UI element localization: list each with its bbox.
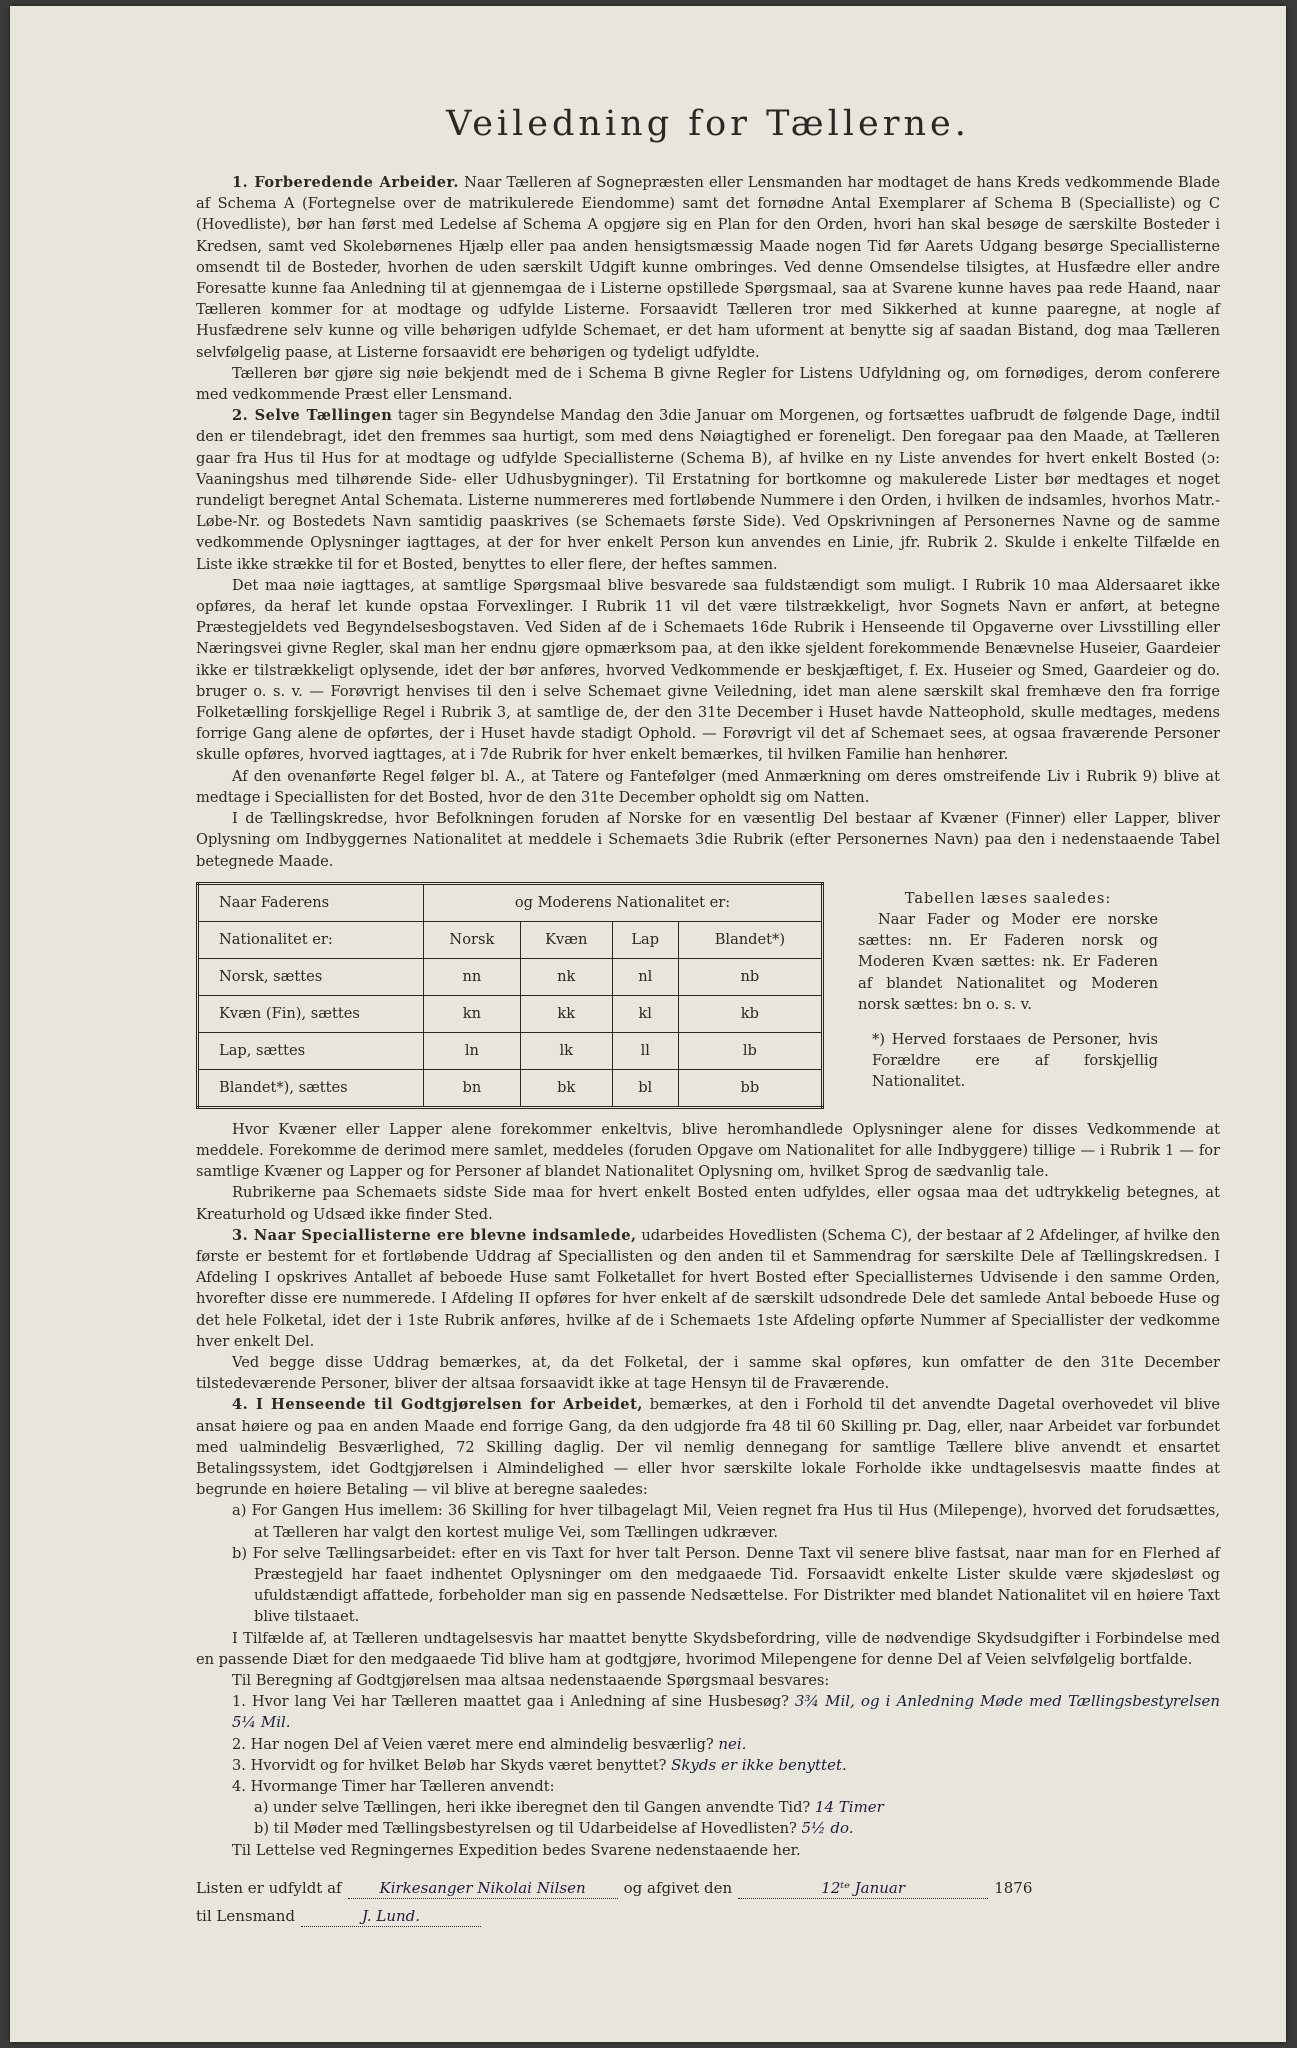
section-3-paragraph-2: Ved begge disse Uddrag bemærkes, at, da det Folketal, der i samme skal opføres, kun omfatter de den 31te December tilstedeværende Personer, bliver der altsaa forsaavidt ikke at tage Hensyn til de Fraværende. [196, 1353, 1220, 1393]
table-cell: kn [424, 995, 521, 1032]
table-cell: ll [612, 1032, 678, 1069]
question-2 [196, 1734, 1220, 1755]
section-2-paragraph-4: I de Tællingskredse, hvor Befolkningen foruden af Norske for en væsentlig Del bestaar af Kvæner (Finner) eller Lapper, bliver Oplysning om Indbyggernes Nationalitet at meddele i Schemaets 3die Rubrik (efter Personernes Navn) paa den i nedenstaaende Tabel betegnede Maade. [196, 810, 1220, 870]
table-cell: kl [612, 995, 678, 1032]
section-4-paragraph-3: Til Beregning af Godtgjørelsen maa altsaa nedenstaaende Spørgsmaal besvares: [232, 1671, 830, 1689]
table-cell: bk [520, 1069, 612, 1107]
section-3-text: udarbeides Hovedlisten (Schema C), der bestaar af 2 Afdelinger, af hvilke den første er bestemt for et fortløbende Uddrag af Speciallisten og den anden til et Sammendrag for særskilte Dele af Tællingskredsen. I Afdeling I opskrives Antallet af beboede Huse samt Folketallet for hvert Bosted efter Speciallisternes Udvisende i den samme Orden, hvorefter disse ere nummerede. I Afdeling II opføres for hver enkelt af de særskilt udsondrede Dele det samlede Antal beboede Huse og det hele Folketal, idet der i 1ste Rubrik anføres, hvilke af de i Schemaets 1ste Afdeling opførte Nummer af Speciallister der vedkomme hver enkelt Del. [196, 1226, 1220, 1350]
section-2-paragraph-5: Hvor Kvæner eller Lapper alene forekommer enkeltvis, blive heromhandlede Oplysninger alene for disses Vedkommende at meddele. Forekomme de derimod mere samlet, meddeles (foruden Opgave om Nationalitet for alle Indbyggere) tillige — i Rubrik 1 — for samtlige Kvæner og Lapper og for Personer af blandet Nationalitet Oplysning om, hvilket Sprog de sædvanlig tale. [196, 1120, 1220, 1181]
section-2-paragraph-2: Det maa nøie iagttages, at samtlige Spørgsmaal blive besvarede saa fuldstændigt som muligt. I Rubrik 10 maa Aldersaaret ikke opføres, da heraf let kunde opstaa Forvexlinger. I Rubrik 11 vil det være tilstrækkeligt, hvor Sognets Navn er anført, at betegne Præstegjeldets ved Begyndelsesbogstaven. Ved Siden af de i Schemaets 16de Rubrik i Henseende til Opgaverne over Livsstilling eller Næringsvei givne Regler, skal man her endnu gjøre opmærksom paa, at den ikke sjeldent forekommende Benævnelse Huseier, Gaardeier ikke er tilstrækkeligt oplysende, idet der bør anføres, hvorved Vedkommende er beskjæftiget, f. Ex. Huseier og Smed, Gaardeier og do. bruger o. s. v. — Forøvrigt henvises til den i selve Schemaet givne Veiledning, idet man alene særskilt skal fremhæve den fra forrige Folketælling forskjellige Regel i Rubrik 3, at samtlige de, der den 31te December i Huset havde Natteophold, skulle medtages, medens forrige Gang alene de opførtes, der i Huset havde stadigt Ophold. — Forøvrigt vil det af Schemaet sees, at ogsaa fraværende Personer skulle opføres, hvorved iagttages, at i 7de Rubrik for hver enkelt bemærkes, til hvilken Familie han henhører. [196, 576, 1220, 764]
table-row [198, 995, 823, 1032]
question-4b-answer: 5½ do. [801, 1819, 854, 1838]
question-2-text: 2. Har nogen Del af Veien været mere end almindelig besværlig? [232, 1735, 714, 1753]
table-header-mother: og Moderens Nationalitet er: [424, 883, 823, 921]
table-explanation-title: Tabellen læses saaledes: [904, 889, 1112, 907]
table-cell: kb [678, 995, 822, 1032]
question-3 [196, 1755, 1220, 1776]
section-2-heading: 2. Selve Tællingen [232, 407, 393, 425]
nationality-block [196, 882, 1220, 1109]
table-row-label: Kvæn (Fin), sættes [198, 995, 424, 1032]
table-row-label: Blandet*), sættes [198, 1069, 424, 1107]
table-row-label: Lap, sættes [198, 1032, 424, 1069]
lensmand-label: til Lensmand [196, 1906, 296, 1925]
question-2-answer: nei. [718, 1734, 747, 1753]
section-4-paragraph [196, 1394, 1220, 1500]
table-footnote: *) Herved forstaaes de Personer, hvis Forældre ere af forskjellig Nationalitet. [872, 1030, 1158, 1091]
table-cell: nl [612, 958, 678, 995]
section-2-paragraph [196, 405, 1220, 575]
table-cell: nn [424, 958, 521, 995]
section-4-item-a: a) For Gangen Hus imellem: 36 Skilling for hver tilbagelagt Mil, Veien regnet fra Hus til Hus (Milepenge), hvorved det forudsættes, at Tælleren har valgt den kortest mulige Vei, som Tællingen udkræver. [232, 1502, 1220, 1541]
question-4a-answer: 14 Timer [814, 1798, 884, 1817]
section-4-paragraph-2: I Tilfælde af, at Tælleren undtagelsesvis har maattet benytte Skydsbefordring, ville de nødvendige Skydsudgifter i Forbindelse med en passende Diæt for den medgaaede Tid blive ham at godtgjøre, hvorimod Milepengene for denne Del af Veien selvfølgelig bortfalde. [196, 1629, 1220, 1668]
table-row [198, 958, 823, 995]
section-2-paragraph-3: Af den ovenanførte Regel følger bl. A., at Tatere og Fantefølger (med Anmærkning om deres omstreifende Liv i Rubrik 9) blive at medtage i Speciallisten for det Bosted, hvor de den 31te December opholdt sig om Natten. [196, 767, 1220, 806]
question-4b [196, 1818, 1220, 1839]
question-4: 4. Hvormange Timer har Tælleren anvendt: [232, 1778, 555, 1795]
table-cell: bb [678, 1069, 822, 1107]
question-1-text: 1. Hvor lang Vei har Tælleren maattet gaa i Anledning af sine Husbesøg? [232, 1693, 789, 1711]
table-explanation [858, 882, 1158, 1109]
listen-label: Listen er udfyldt af [196, 1878, 342, 1897]
afgivet-value: 12ᵗᵉ Januar [821, 1878, 906, 1897]
table-col-header: Kvæn [520, 921, 612, 958]
table-cell: lb [678, 1032, 822, 1069]
listen-field [348, 1878, 618, 1899]
table-cell: nb [678, 958, 822, 995]
section-3-heading: 3. Naar Speciallisterne ere blevne indsamlede, [232, 1226, 637, 1244]
question-3-text: 3. Hvorvidt og for hvilket Beløb har Skyds været benyttet? [232, 1756, 667, 1774]
table-cell: bl [612, 1069, 678, 1107]
afgivet-field [738, 1878, 988, 1899]
document-sheet [10, 6, 1286, 2042]
section-4-heading: 4. I Henseende til Godtgjørelsen for Arbeidet, [232, 1396, 643, 1414]
afgivet-label: og afgivet den [623, 1878, 733, 1897]
table-header-nationality: Nationalitet er: [198, 921, 424, 958]
question-1-answer: 3¾ Mil, og i Anledning Møde med Tællingsbestyrelsen 5¼ Mil. [232, 1692, 1220, 1732]
table-cell: kk [520, 995, 612, 1032]
question-4a [196, 1797, 1220, 1818]
question-1 [196, 1691, 1220, 1733]
lensmand-value: J. Lund. [362, 1906, 421, 1925]
section-4-paragraph-4: Til Lettelse ved Regningernes Expedition bedes Svarene nedenstaaende her. [232, 1841, 801, 1859]
section-2-text: tager sin Begyndelse Mandag den 3die Januar om Morgenen, og fortsættes uafbrudt de følgende Dage, indtil den er tilendebragt, idet den fremmes saa hurtigt, som med dens Nøiagtighed er foreneligt. Den foregaar paa den Maade, at Tælleren gaar fra Hus til Hus for at modtage og udfylde Speciallisterne (Schema B), af hvilke en ny Liste anvendes for hvert enkelt Bosted (ɔ: Vaaningshus med tilhørende Side- eller Udhusbygninger). Til Erstatning for bortkomne og makulerede Lister bør medtages et noget rundeligt beregnet Antal Schemata. Listerne nummereres med fortløbende Nummere i den Orden, i hvilken de indsamles, hvorhos Matr.-Løbe-Nr. og Bostedets Navn samtidig paaskrives (se Schemaets første Side). Ved Opskrivningen af Personernes Navne og de samme vedkommende Oplysninger iagttages, at der for hver enkelt Person kun anvendes en Linie, jfr. Rubrik 2. Skulde i enkelte Tilfælde en Liste ikke strække til for et Bosted, benyttes to eller flere, der heftes sammen. [196, 407, 1221, 573]
question-4b-text: b) til Møder med Tællingsbestyrelsen og til Udarbeidelse af Hovedlisten? [254, 1820, 797, 1838]
section-4-item-b: b) For selve Tællingsarbeidet: efter en vis Taxt for hver talt Person. Denne Taxt vil senere blive fastsat, naar man for en Flerhed af Præstegjeld har faaet indhentet Oplysninger om den medgaaede Tid. Forsaavidt enkelte Lister skulde være skjødesløst og ufuldstændigt affattede, forbeholder man sig en passende Nedsættelse. For Distrikter med blandet Nationalitet vil en høiere Taxt blive tilstaaet. [232, 1544, 1220, 1626]
table-cell: lk [520, 1032, 612, 1069]
table-col-header: Blandet*) [678, 921, 822, 958]
question-3-answer: Skyds er ikke benyttet. [671, 1755, 847, 1774]
section-1-heading: 1. Forberedende Arbeider. [232, 174, 459, 191]
table-row [198, 1032, 823, 1069]
table-explanation-text: Naar Fader og Moder ere norske sættes: nn. Er Faderen norsk og Moderen Kvæn sættes: nk. Er Faderen af blandet Nationalitet og Moderen norsk sættes: bn o. s. v. [858, 910, 1158, 1013]
table-cell: nk [520, 958, 612, 995]
year: 1876 [994, 1878, 1033, 1897]
document-content [196, 102, 1220, 1927]
table-row-label: Norsk, sættes [198, 958, 424, 995]
listen-line [196, 1871, 1220, 1899]
table-header-father: Naar Faderens [198, 883, 424, 921]
section-4-text: bemærkes, at den i Forhold til det anvendte Dagetal overhovedet vil blive ansat høiere og paa en anden Maade end forrige Gang, da den udgjorde fra 48 til 60 Skilling pr. Dag, eller, naar Arbeidet var forbundet med ualmindelig Besværlighed, 72 Skilling daglig. Der vil nemlig dennegang for samtlige Tællere blive anvendt et ensartet Betalingssystem, idet Godtgjørelsen i Almindelighed — eller hvor særskilte lokale Forholde ikke undtagelsesvis maatte findes at begrunde en høiere Betaling — vil blive at beregne saaledes: [196, 1396, 1220, 1499]
table-cell: ln [424, 1032, 521, 1069]
section-3-paragraph [196, 1225, 1220, 1352]
signature-block [196, 1871, 1220, 1927]
table-col-header: Lap [612, 921, 678, 958]
section-1-text: Naar Tælleren af Sognepræsten eller Lensmanden har modtaget de hans Kreds vedkommende Blade af Schema A (Fortegnelse over de matrikulerede Eiendomme) samt det fornødne Antal Exemplarer af Schema B (Specialliste) og C (Hovedliste), bør han først med Ledelse af Schema A opgjøre sig en Plan for den Orden, hvori han skal besøge de særskilte Bosteder i Kredsen, samt ved Skolebørnenes Hjælp eller paa anden hensigtsmæssig Maade nogen Tid før Aarets Udgang besørge Speciallisterne omsendt til de Bosteder, hvorhen de uden særskilt Udgift kunne ombringes. Ved denne Omsendelse tilsigtes, at Husfædre eller andre Foresatte kunne faa Anledning til at gjennemgaa de i Listerne opstillede Spørgsmaal, saa at Svarene kunne haves paa rede Haand, naar Tælleren kommer for at modtage og udfylde Listerne. Forsaavidt Tælleren tror med Sikkerhed at kunne paaregne, at nogle af Husfædrene selv kunne og ville behørigen udfylde Schemaet, er det ham uforment at benytte sig af saadan Bistand, dog maa Tælleren selvfølgelig paase, at Listerne forsaavidt ere behørigen og tydeligt udfyldte. [196, 174, 1220, 361]
section-1-paragraph-2: Tælleren bør gjøre sig nøie bekjendt med de i Schema B givne Regler for Listens Udfyldning og, om fornødiges, derom conferere med vedkommende Præst eller Lensmand. [196, 364, 1220, 404]
question-4a-text: a) under selve Tællingen, heri ikke iberegnet den til Gangen anvendte Tid? [254, 1799, 811, 1817]
listen-value: Kirkesanger Nikolai Nilsen [379, 1878, 586, 1897]
nationality-table [196, 882, 824, 1109]
table-col-header: Norsk [424, 921, 521, 958]
table-row [198, 1069, 823, 1107]
section-1-paragraph [196, 172, 1220, 363]
section-2-paragraph-6: Rubrikerne paa Schemaets sidste Side maa for hvert enkelt Bosted enten udfyldes, eller ogsaa maa det udtrykkelig betegnes, at Kreaturhold og Udsæd ikke finder Sted. [196, 1184, 1220, 1223]
table-cell: bn [424, 1069, 521, 1107]
document-title: Veiledning for Tællerne. [446, 104, 970, 144]
lensmand-line [196, 1899, 1220, 1927]
lensmand-field [301, 1906, 481, 1927]
